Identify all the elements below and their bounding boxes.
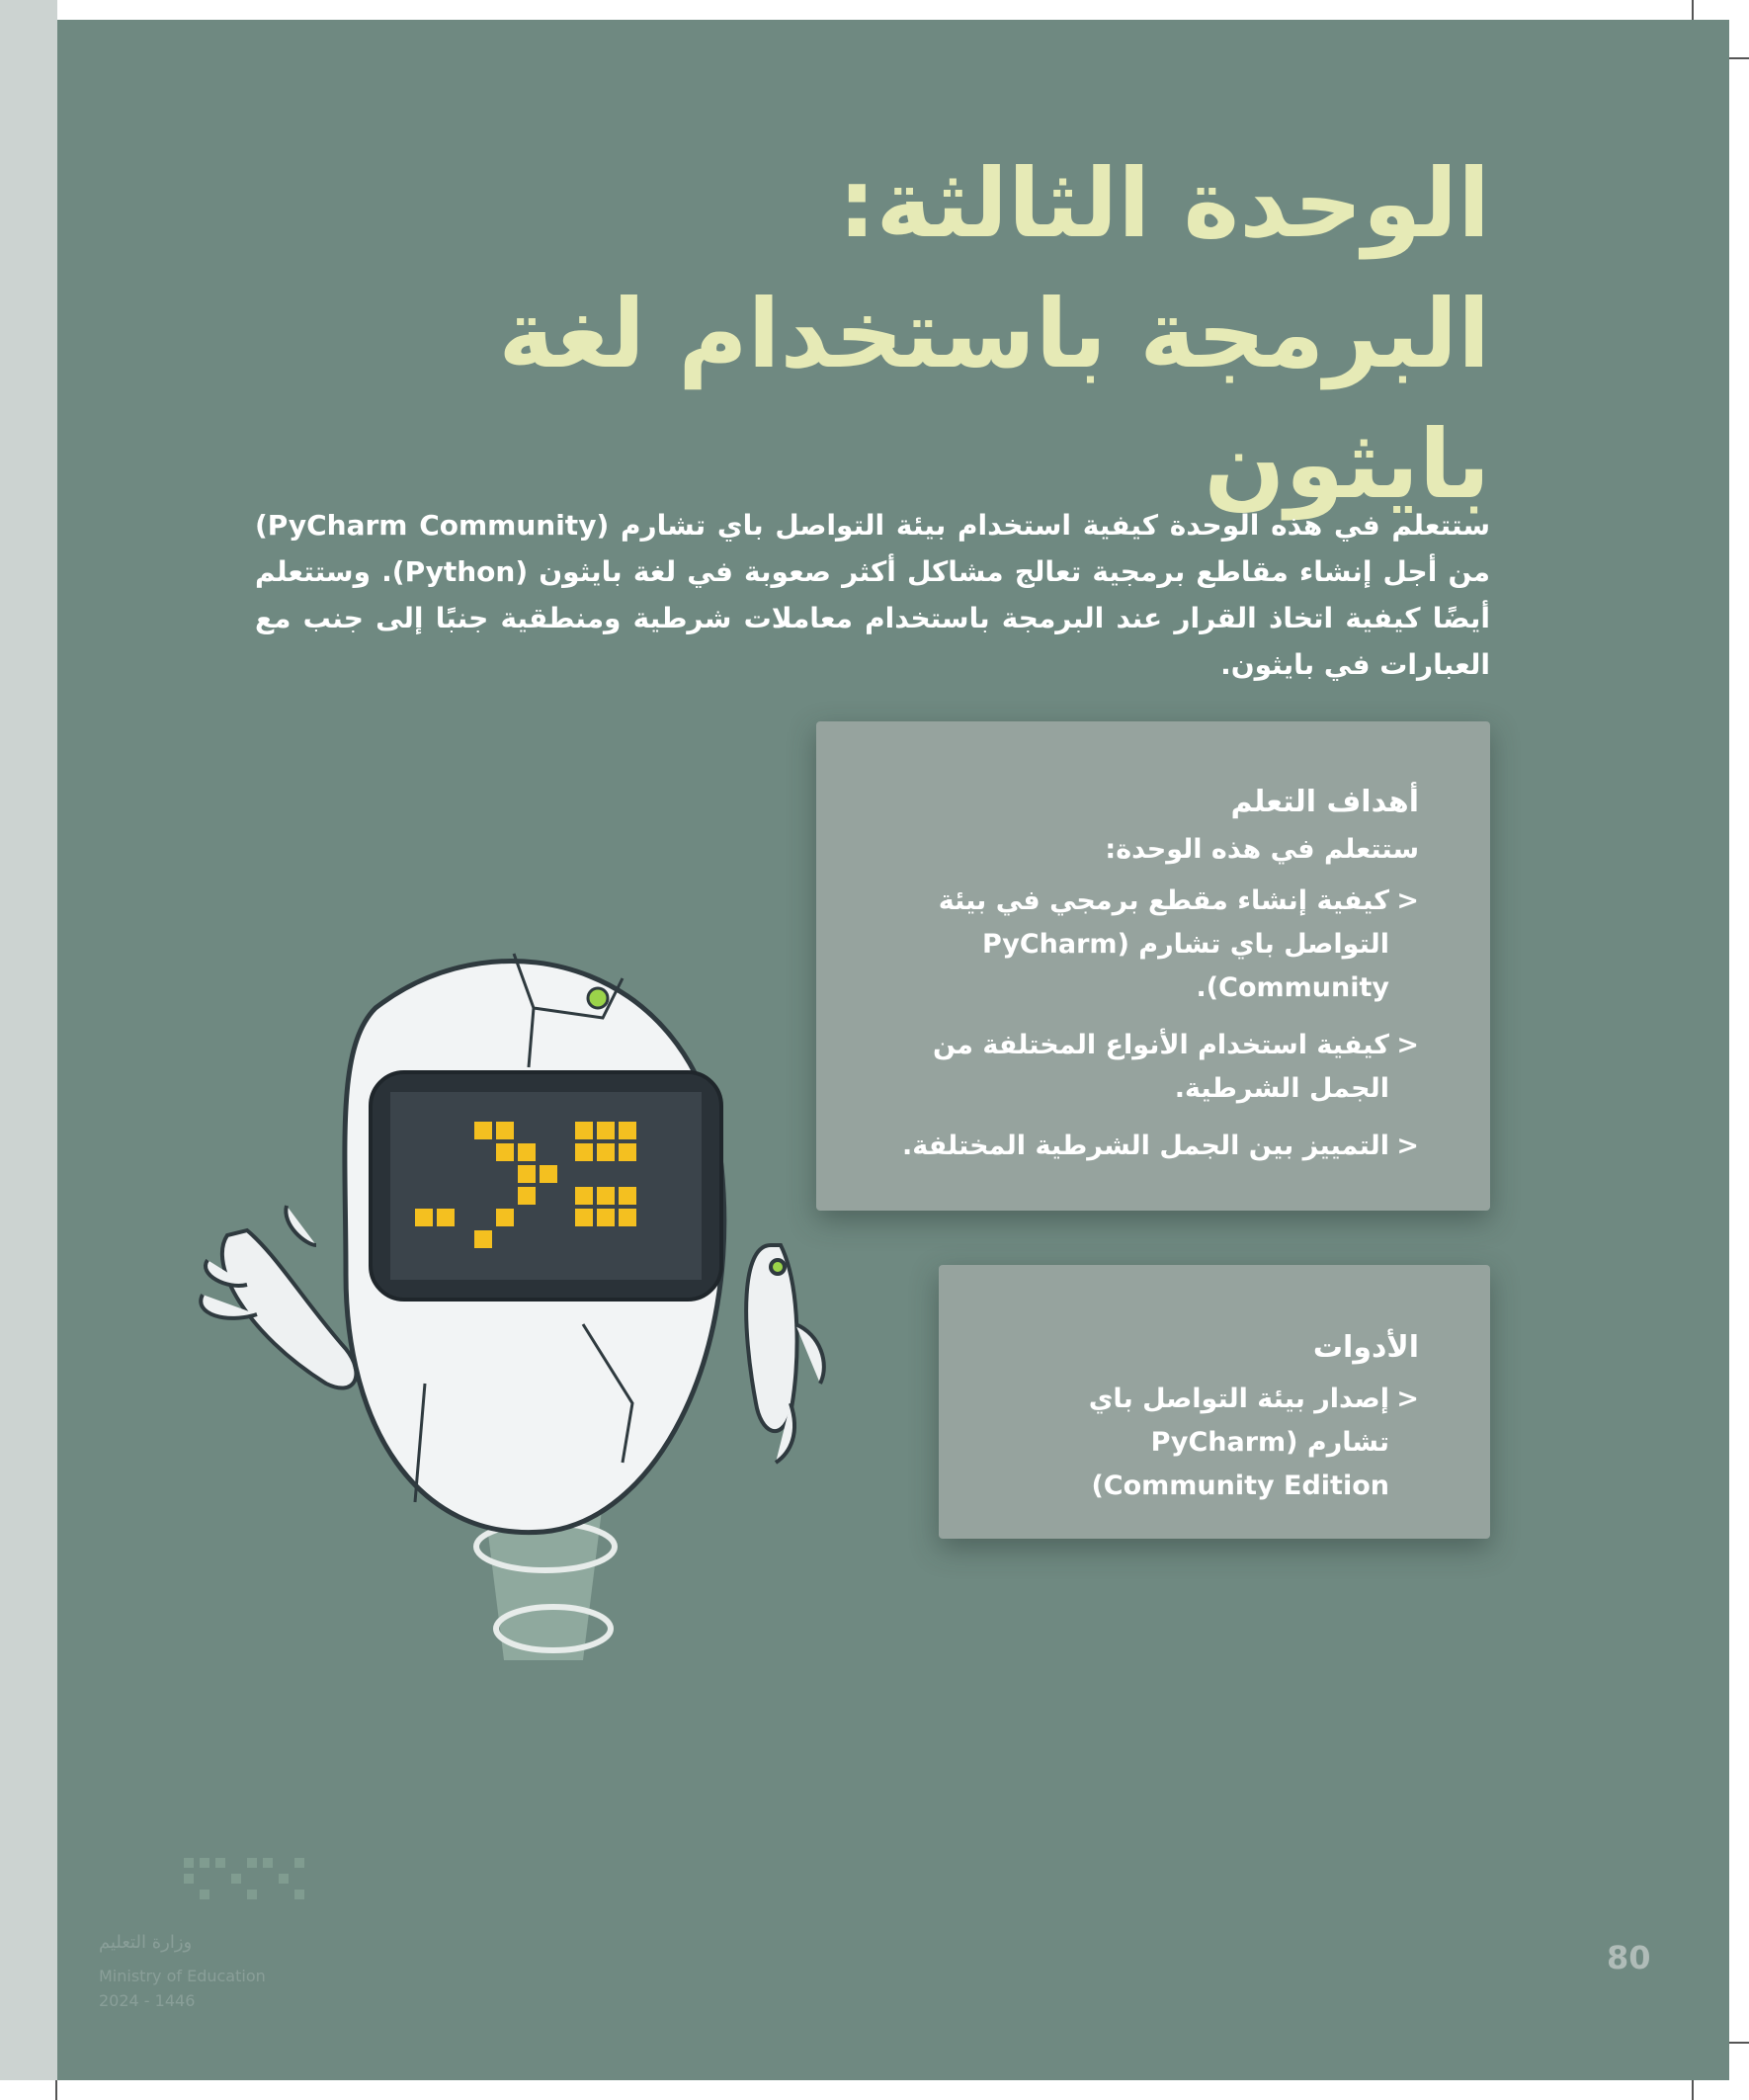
ministry-name-ar: وزارة التعليم: [99, 1932, 193, 1953]
learning-objectives-card: [816, 721, 1490, 1211]
unit-title: [206, 138, 1490, 530]
unit-intro: ستتعلم في هذه الوحدة كيفية استخدام بيئة التواصل باي تشارم (PyCharm Community) من أجل إنشاء مقاطع برمجية تعالج مشاكل أكثر صعوبة في لغة بايثون (Python). وستتعلم أيضًا كيفية اتخاذ القرار عند البرمجة باستخدام معاملات شرطية ومنطقية جنبًا إلى جنب مع العبارات في بايثون.: [255, 509, 1490, 681]
robot-illustration: [188, 949, 879, 1660]
robot-screen-grid: [390, 1092, 702, 1280]
unit-title-line2: البرمجة باستخدام لغة بايثون: [498, 279, 1490, 520]
objective-item: < كيفية إنشاء مقطع برمجي في بيئة التواصل باي تشارم (PyCharm Community).: [895, 880, 1419, 1010]
robot-left-hand: [201, 1206, 356, 1388]
objectives-list: [895, 880, 1419, 1168]
ministry-year: 2024 - 1446: [99, 1991, 196, 2010]
page-number: 80: [1607, 1939, 1651, 1976]
objective-item: < كيفية استخدام الأنواع المختلفة من الجمل الشرطية.: [895, 1024, 1419, 1111]
objective-item: < التمييز بين الجمل الشرطية المختلفة.: [895, 1125, 1419, 1168]
tools-heading: الأدوات: [1312, 1330, 1419, 1365]
robot-right-hand: [746, 1245, 824, 1463]
unit-title-line1: الوحدة الثالثة:: [838, 148, 1490, 259]
tools-card: [939, 1265, 1490, 1539]
ministry-name-en: Ministry of Education: [99, 1967, 266, 1985]
objectives-heading: أهداف التعلم: [1230, 785, 1419, 819]
page-edge: [0, 0, 57, 2080]
tools-list: [1004, 1378, 1419, 1508]
objectives-lead: ستتعلم في هذه الوحدة:: [1105, 834, 1419, 865]
tool-item: < إصدار بيئة التواصل باي تشارم (PyCharm Community Edition): [1004, 1378, 1419, 1508]
robot-indicator-light: [588, 988, 608, 1008]
